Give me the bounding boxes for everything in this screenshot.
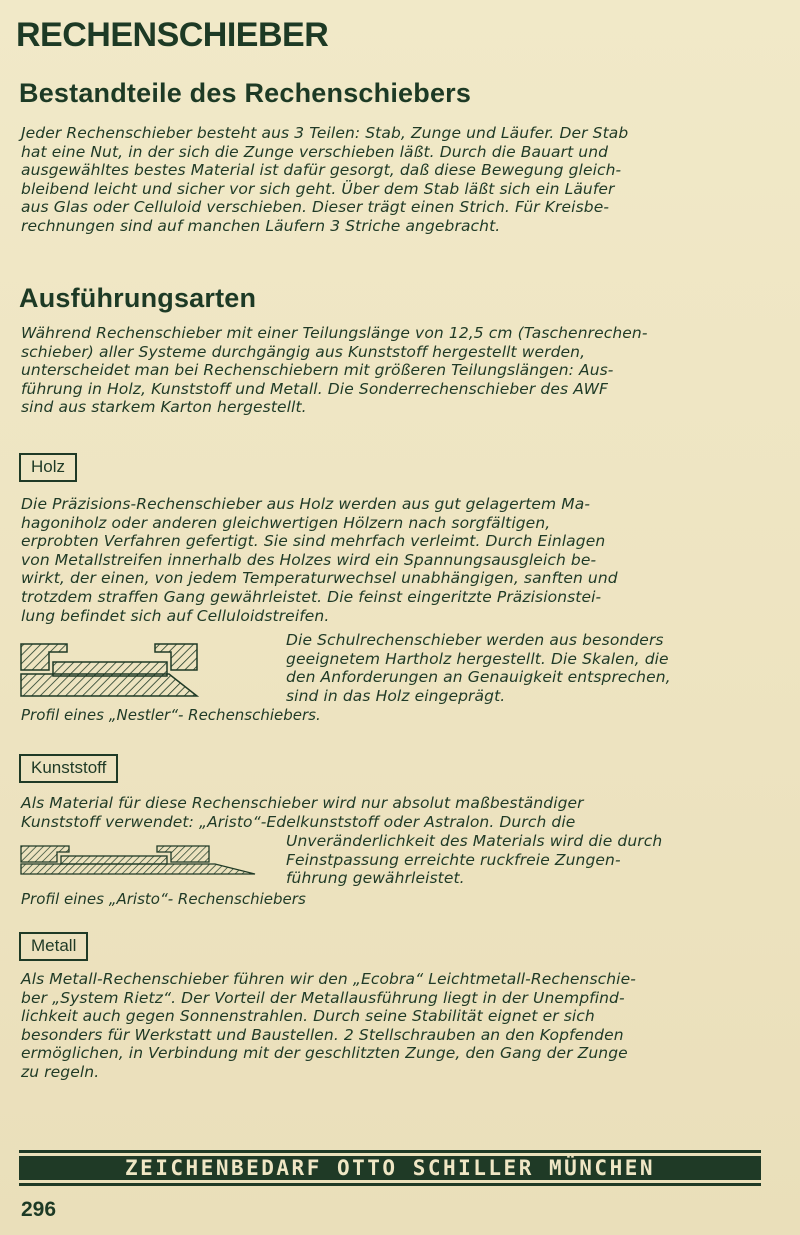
text-line: den Anforderungen an Genauigkeit entsprechen, xyxy=(286,668,671,687)
text-line: rechnungen sind auf manchen Läufern 3 Striche angebracht. xyxy=(21,216,501,235)
paragraph-bestandteile xyxy=(21,124,628,236)
text-line: trotzdem straffen Gang gewährleistet. Die feinst eingeritzte Präzisionstei- xyxy=(21,587,602,606)
text-line: geeignetem Hartholz hergestellt. Die Skalen, die xyxy=(286,649,669,668)
text-line: Kunststoff verwendet: „Aristo“-Edelkunststoff oder Astralon. Durch die xyxy=(21,812,576,831)
heading-ausfuehrungsarten: Ausführungsarten xyxy=(19,283,257,313)
text-line: aus Glas oder Celluloid verschieben. Dieser trägt einen Strich. Für Kreisbe- xyxy=(21,198,610,217)
paragraph-metall xyxy=(21,970,636,1082)
paragraph-kunststoff-side xyxy=(286,832,662,888)
footer-rule-top xyxy=(19,1150,761,1153)
page-number: 296 xyxy=(21,1198,57,1221)
footer-banner xyxy=(19,1150,761,1186)
footer-rule-bottom xyxy=(19,1183,761,1186)
text-line: sind aus starkem Karton hergestellt. xyxy=(21,398,307,417)
paragraph-ausfuehrungsarten xyxy=(21,324,648,417)
text-line: schieber) aller Systeme durchgängig aus Kunststoff hergestellt werden, xyxy=(21,342,586,361)
aristo-profile-drawing xyxy=(19,842,259,876)
text-line: Als Metall-Rechenschieber führen wir den „Ecobra“ Leichtmetall-Rechenschie- xyxy=(21,970,636,988)
page-title: RECHENSCHIEBER xyxy=(16,16,329,54)
paragraph-kunststoff xyxy=(21,794,584,831)
heading-bestandteile: Bestandteile des Rechenschiebers xyxy=(19,78,472,108)
footer-company-name: ZEICHENBEDARF OTTO SCHILLER MÜNCHEN xyxy=(19,1156,761,1180)
text-line: Feinstpassung erreichte ruckfreie Zungen- xyxy=(286,850,621,869)
text-line: lichkeit auch gegen Sonnenstrahlen. Durch seine Stabilität eignet er sich xyxy=(21,1007,595,1026)
text-line: unterscheidet man bei Rechenschiebern mit größeren Teilungslängen: Aus- xyxy=(21,361,614,380)
section-label-metall: Metall xyxy=(19,932,88,961)
text-line: führung gewährleistet. xyxy=(286,869,465,888)
paragraph-holz xyxy=(21,495,618,625)
section-label-kunststoff: Kunststoff xyxy=(19,754,118,783)
text-line: lung befindet sich auf Celluloidstreifen. xyxy=(21,606,330,625)
text-line: erprobten Verfahren gefertigt. Sie sind mehrfach verleimt. Durch Einlagen xyxy=(21,532,606,551)
text-line: wirkt, der einen, von jedem Temperaturwechsel unabhängigen, sanften und xyxy=(21,569,618,588)
text-line: von Metallstreifen innerhalb des Holzes wird ein Spannungsausgleich be- xyxy=(21,550,597,569)
text-line: Während Rechenschieber mit einer Teilungslänge von 12,5 cm (Taschenrechen- xyxy=(21,324,648,342)
text-line: Die Präzisions-Rechenschieber aus Holz werden aus gut gelagertem Ma- xyxy=(21,495,591,513)
text-line: Die Schulrechenschieber werden aus besonders xyxy=(286,631,664,649)
text-line: bleibend leicht und sicher vor sich geht. Über dem Stab läßt sich ein Läufer xyxy=(21,179,615,198)
nestler-profile-drawing xyxy=(19,640,204,700)
text-line: ermöglichen, in Verbindung mit der geschlitzten Zunge, den Gang der Zunge xyxy=(21,1044,628,1063)
section-label-holz: Holz xyxy=(19,453,77,482)
text-line: Als Material für diese Rechenschieber wird nur absolut maßbeständiger xyxy=(21,794,584,812)
text-line: hat eine Nut, in der sich die Zunge verschieben läßt. Durch die Bauart und xyxy=(21,142,609,161)
text-line: besonders für Werkstatt und Baustellen. 2 Stellschrauben an den Kopfenden xyxy=(21,1025,624,1044)
text-line: Unveränderlichkeit des Materials wird die durch xyxy=(286,832,663,850)
text-line: hagoniholz oder anderen gleichwertigen Hölzern nach sorgfältigen, xyxy=(21,513,551,532)
text-line: zu regeln. xyxy=(21,1062,100,1081)
text-line: Jeder Rechenschieber besteht aus 3 Teilen: Stab, Zunge und Läufer. Der Stab xyxy=(21,124,629,142)
text-line: führung in Holz, Kunststoff und Metall. Die Sonderrechenschieber des AWF xyxy=(21,379,609,398)
caption-aristo-profile: Profil eines „Aristo“- Rechenschiebers xyxy=(21,890,306,908)
text-line: sind in das Holz eingeprägt. xyxy=(286,686,506,705)
text-line: ausgewähltes bestes Material ist dafür gesorgt, daß diese Bewegung gleich- xyxy=(21,161,622,180)
text-line: ber „System Rietz“. Der Vorteil der Metallausführung liegt in der Unempfind- xyxy=(21,988,625,1007)
caption-nestler-profile: Profil eines „Nestler“- Rechenschiebers. xyxy=(21,706,321,724)
paragraph-holz-schulrechenschieber xyxy=(286,631,671,705)
